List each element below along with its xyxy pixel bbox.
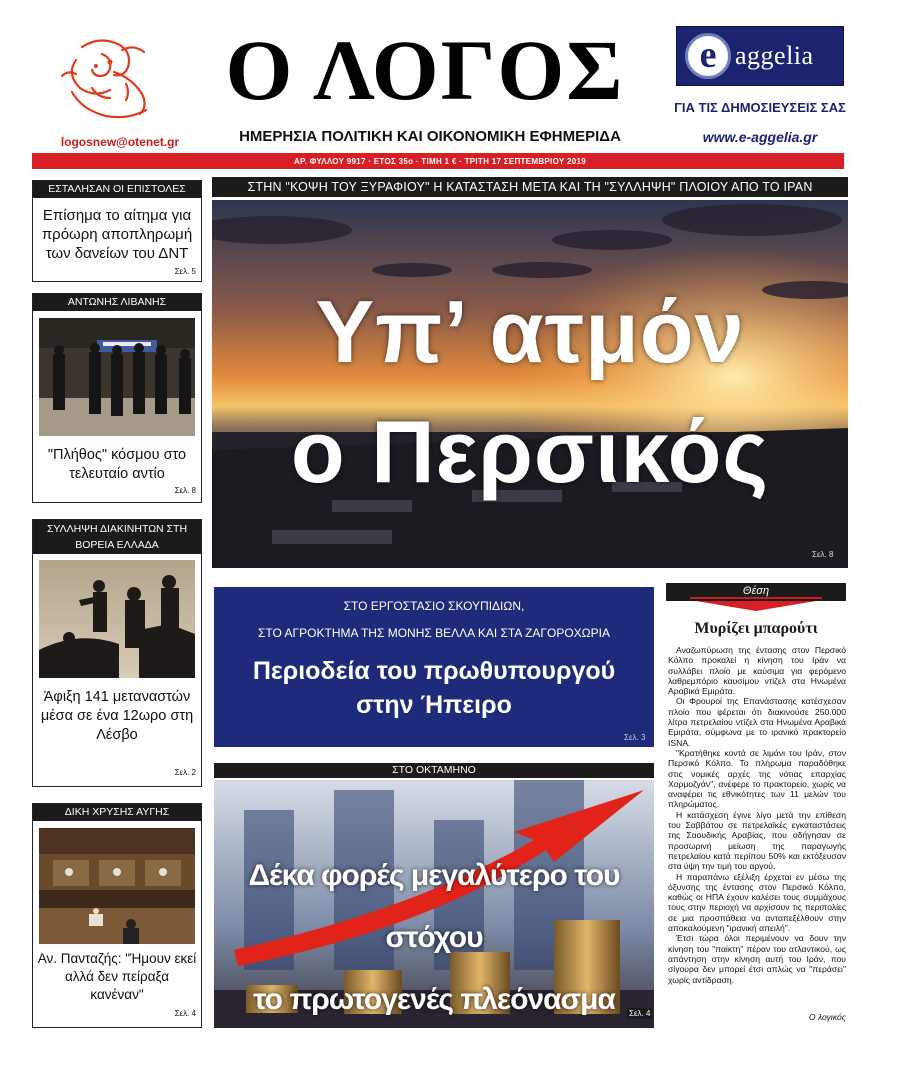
sidebar-headline: Αν. Πανταζής: "Ήμουν εκεί αλλά δεν πείραξα κανέναν" xyxy=(37,951,197,1002)
sidebar-kicker: ΔΙΚΗ ΧΡΥΣΗΣ ΑΥΓΗΣ xyxy=(33,804,201,821)
issue-line: ΑΡ. ΦΥΛΛΟΥ 9917 · ΕΤΟΣ 35ο · ΤΙΜΗ 1 € · ΤΡΙΤΗ 17 ΣΕΠΤΕΜΒΡΙΟΥ 2019 xyxy=(293,157,587,166)
story2-headline-line1: Περιοδεία του πρωθυπουργού xyxy=(252,657,616,685)
story2-headline-line2: στην Ήπειρο xyxy=(356,691,512,719)
story2-page-ref: Σελ. 3 xyxy=(624,733,646,742)
story2-kicker-1: ΣΤΟ ΕΡΓΟΣΤΑΣΙΟ ΣΚΟΥΠΙΔΙΩΝ, xyxy=(343,599,525,613)
editorial-paragraph: Η κατάσχεση έγινε λίγο μετά την επίθεση του Σαββάτου σε πετρελαϊκές εγκαταστάσεις της Σαουδικής Αραβίας, που οδήγησαν σε προσωρινή μείωση της παραγωγής πετρελαίου κατά περίπου 50% και εκτόξευσαν στα ύψη την τιμή του αργού. xyxy=(668,809,846,872)
lead-headline xyxy=(212,272,848,512)
lead-page-ref: Σελ. 8 xyxy=(812,550,834,559)
editorial-paragraph: Οι Φρουροί της Επανάστασης κατέσχεσαν πλοίο που φέρεται ότι διακινούσε 250.000 λίτρα πετρελαίου ντίζελ στα Ηνωμένα Αραβικά Εμιράτα, σύμφωνα με το ιρανικό πρακτορείο ISNA. xyxy=(668,696,846,748)
eaggelia-e-icon: e xyxy=(685,33,731,79)
eaggelia-url: www.e-aggelia.gr xyxy=(702,129,818,145)
sidebar-kicker: ΣΥΛΛΗΨΗ ΔΙΑΚΙΝΗΤΩΝ ΣΤΗ ΒΟΡΕΙΑ ΕΛΛΑΔΑ xyxy=(33,520,201,554)
lead-kicker: ΣΤΗΝ "ΚΟΨΗ ΤΟΥ ΞΥΡΑΦΙΟΥ" Η ΚΑΤΑΣΤΑΣΗ ΜΕΤΑ ΚΑΙ ΤΗ "ΣΥΛΛΗΨΗ" ΠΛΟΙΟΥ ΑΠΟ ΤΟ ΙΡΑΝ xyxy=(212,177,848,197)
sidebar-page-ref: Σελ. 2 xyxy=(174,768,196,777)
editorial-red-triangle xyxy=(696,601,816,611)
story3-headline-line2: το πρωτογενές πλεόνασμα xyxy=(253,983,615,1016)
editorial-paragraph: Αναζωπύρωση της έντασης στον Περσικό Κόλπο προκαλεί η κίνηση του Ιράν να συλλάβει πλοίο με καύσιμα για φερόμενο λαθρεμπόριο καυσίμου ντίζελ στα Ηνωμένα Αραβικά Εμιράτα. xyxy=(668,645,846,697)
eaggelia-logo-text: aggelia xyxy=(735,41,814,70)
lead-headline-line2: ο Περσικός xyxy=(290,402,770,501)
sidebar-page-ref: Σελ. 5 xyxy=(174,267,196,276)
editorial-body xyxy=(668,645,846,985)
sidebar-headline: Επίσημα το αίτημα για πρόωρη αποπληρωμή των δανείων του ΔΝΤ xyxy=(41,207,193,262)
eaggelia-ad-logo xyxy=(676,26,844,86)
story3-kicker: ΣΤΟ ΟΚΤΑΜΗΝΟ xyxy=(214,763,654,778)
story2-headline xyxy=(214,654,654,722)
story3-headline xyxy=(214,845,654,1031)
editorial-paragraph: Η παραπάνω εξέλιξη έρχεται εν μέσω της όξυνσης της έντασης στον Περσικό Κόλπο, καθώς οι ΗΠΑ έχουν καλέσει τους συμμάχους τους στην περιοχή να αρχίσουν τις περιπολίες σε μια προσπάθεια να ανταπεξέλθουν στην αποκαλούμενη "ιρανική απειλή". xyxy=(668,871,846,934)
newspaper-subtitle: ΗΜΕΡΗΣΙΑ ΠΟΛΙΤΙΚΗ ΚΑΙ ΟΙΚΟΝΟΜΙΚΗ ΕΦΗΜΕΡΙΔΑ xyxy=(239,128,621,145)
sidebar-story-4 xyxy=(32,803,202,1028)
editorial-paragraph: "Κρατήθηκε κοντά σε λιμάνι του Ιράν, στον Περσικό Κόλπο. Το πλήρωμα παραδόθηκε στις νομικές αρχές της νότιας επαρχίας Χορμοζγάν", ανέφερε το πρακτορείο, χωρίς να αναφέρει τις εθνικότητες των 11 μελών του πληρώματος. xyxy=(668,747,846,810)
lead-headline-line1: Υπ’ ατμόν xyxy=(315,282,745,381)
sidebar-story-3 xyxy=(32,519,202,787)
sidebar-headline: "Πλήθος" κόσμου στο τελευταίο αντίο xyxy=(47,447,187,482)
sidebar-kicker: ΑΝΤΩΝΗΣ ΛΙΒΑΝΗΣ xyxy=(33,294,201,311)
funeral-photo xyxy=(39,318,195,436)
editorial-label: Θέση xyxy=(690,585,822,599)
story3-headline-line1: Δέκα φορές μεγαλύτερο του στόχου xyxy=(248,859,620,954)
sidebar-page-ref: Σελ. 4 xyxy=(174,1009,196,1018)
story2-kicker-2: ΣΤΟ ΑΓΡΟΚΤΗΜΑ ΤΗΣ ΜΟΝΗΣ ΒΕΛΛΑ ΚΑΙ ΣΤΑ ΖΑΓΟΡΟΧΩΡΙΑ xyxy=(258,626,610,640)
courtroom-photo xyxy=(39,828,195,944)
newspaper-title: Ο ΛΟΓΟΣ xyxy=(225,22,625,118)
masthead-email: logosnew@otenet.gr xyxy=(60,135,180,149)
story3-page-ref: Σελ. 4 xyxy=(629,1009,651,1018)
sidebar-page-ref: Σελ. 8 xyxy=(174,486,196,495)
editorial-signature: Ο λογικός xyxy=(808,1012,846,1022)
sidebar-kicker: ΕΣΤΑΛΗΣΑΝ ΟΙ ΕΠΙΣΤΟΛΕΣ xyxy=(33,181,201,198)
sidebar-story-2 xyxy=(32,293,202,503)
newspaper-logo-illustration xyxy=(52,32,162,127)
sidebar-story-1 xyxy=(32,180,202,282)
migrants-photo xyxy=(39,560,195,678)
sidebar-headline: Άφιξη 141 μεταναστών μέσα σε ένα 12ωρο στη Λέσβο xyxy=(40,689,194,743)
eaggelia-tagline: ΓΙΑ ΤΙΣ ΔΗΜΟΣΙΕΥΣΕΙΣ ΣΑΣ xyxy=(674,100,846,115)
editorial-title: Μυρίζει μπαρούτι xyxy=(694,620,818,637)
editorial-paragraph: Έτσι τώρα όλοι περιμένουν να δουν την κίνηση του "παίκτη" πέραν του ατλαντικού, ως απάντηση στην κίνηση αυτή του Ιράν, που σίγουρα δεν μπορεί έτσι απλώς να "περάσει" χωρίς αντίδραση. xyxy=(668,933,846,985)
